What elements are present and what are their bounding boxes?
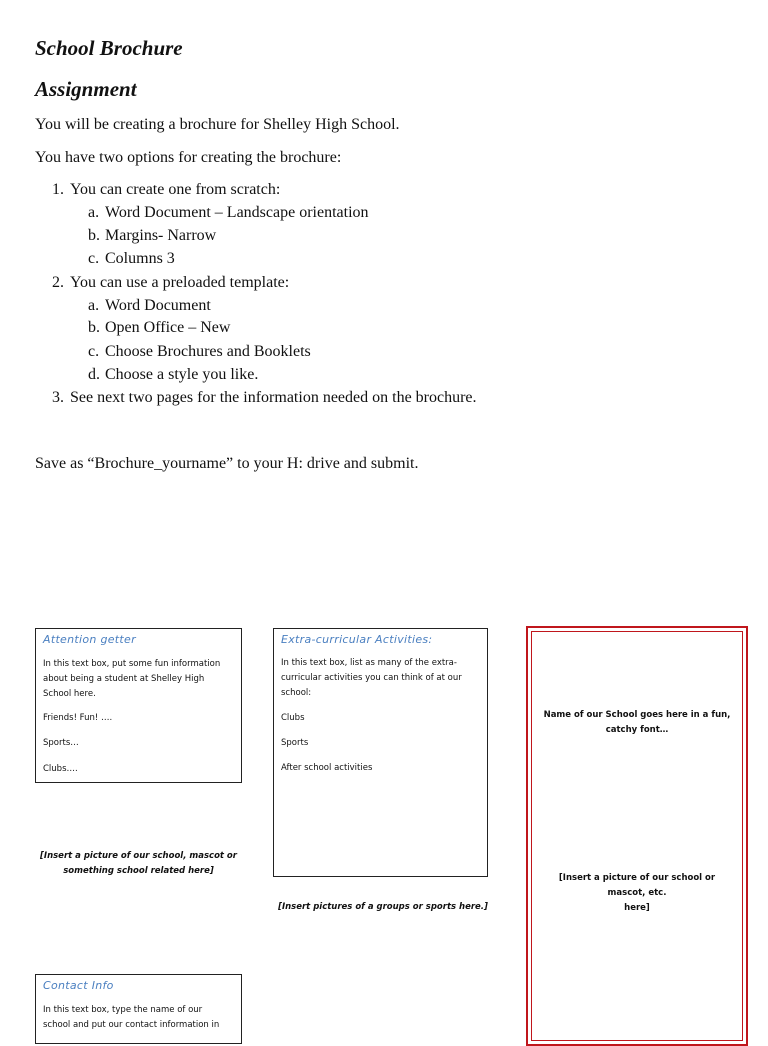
cover-panel-frame[interactable] <box>526 626 748 1046</box>
textbox-line: Friends! Fun! …. <box>43 713 113 723</box>
save-instructions: Save as “Brochure_yourname” to your H: drive and submit. <box>35 455 419 472</box>
extracurricular-textbox[interactable] <box>273 628 488 877</box>
options-paragraph: You have two options for creating the brochure: <box>35 149 342 166</box>
textbox-body: In this text box, put some fun information about being a student at Shelley High School here. <box>43 659 221 699</box>
list-item: a. Word Document <box>88 297 211 314</box>
list-item: c. Columns 3 <box>88 250 175 267</box>
intro-paragraph: You will be creating a brochure for Shelley High School. <box>35 116 400 133</box>
textbox-line: Clubs <box>281 713 305 723</box>
list-item: c. Choose Brochures and Booklets <box>88 343 311 360</box>
section-title: Assignment <box>35 77 137 101</box>
school-name-placeholder: Name of our School goes here in a fun, catchy font… <box>543 710 731 735</box>
list-item: 2. You can use a preloaded template: <box>52 274 290 291</box>
textbox-line: After school activities <box>281 763 373 773</box>
textbox-heading: Attention getter <box>43 633 136 646</box>
attention-getter-textbox[interactable] <box>35 628 242 783</box>
list-item: 3. See next two pages for the information needed on the brochure. <box>52 389 477 406</box>
list-item: 1. You can create one from scratch: <box>52 181 281 198</box>
cover-picture-placeholder: [Insert a picture of our school or mascot, etc. here] <box>558 873 716 913</box>
list-item: d. Choose a style you like. <box>88 366 259 383</box>
textbox-body: In this text box, list as many of the extra- curricular activities you can think of at our school: <box>281 658 462 698</box>
picture-placeholder-caption: [Insert a picture of our school, mascot or something school related here] <box>40 851 237 876</box>
page-title: School Brochure <box>35 36 183 60</box>
cover-panel-inner-border <box>531 631 743 1041</box>
list-item: b. Margins- Narrow <box>88 227 217 244</box>
picture-placeholder-caption: [Insert pictures of a groups or sports here.] <box>278 902 488 912</box>
list-item: b. Open Office – New <box>88 319 231 336</box>
textbox-line: Sports… <box>43 738 79 748</box>
list-item: a. Word Document – Landscape orientation <box>88 204 369 221</box>
textbox-heading: Contact Info <box>43 979 114 992</box>
textbox-body: In this text box, type the name of our school and put our contact information in <box>43 1005 220 1030</box>
textbox-line: Clubs…. <box>43 764 78 774</box>
textbox-line: Sports <box>281 738 309 748</box>
textbox-heading: Extra-curricular Activities: <box>281 633 433 646</box>
contact-info-textbox[interactable] <box>35 974 242 1044</box>
